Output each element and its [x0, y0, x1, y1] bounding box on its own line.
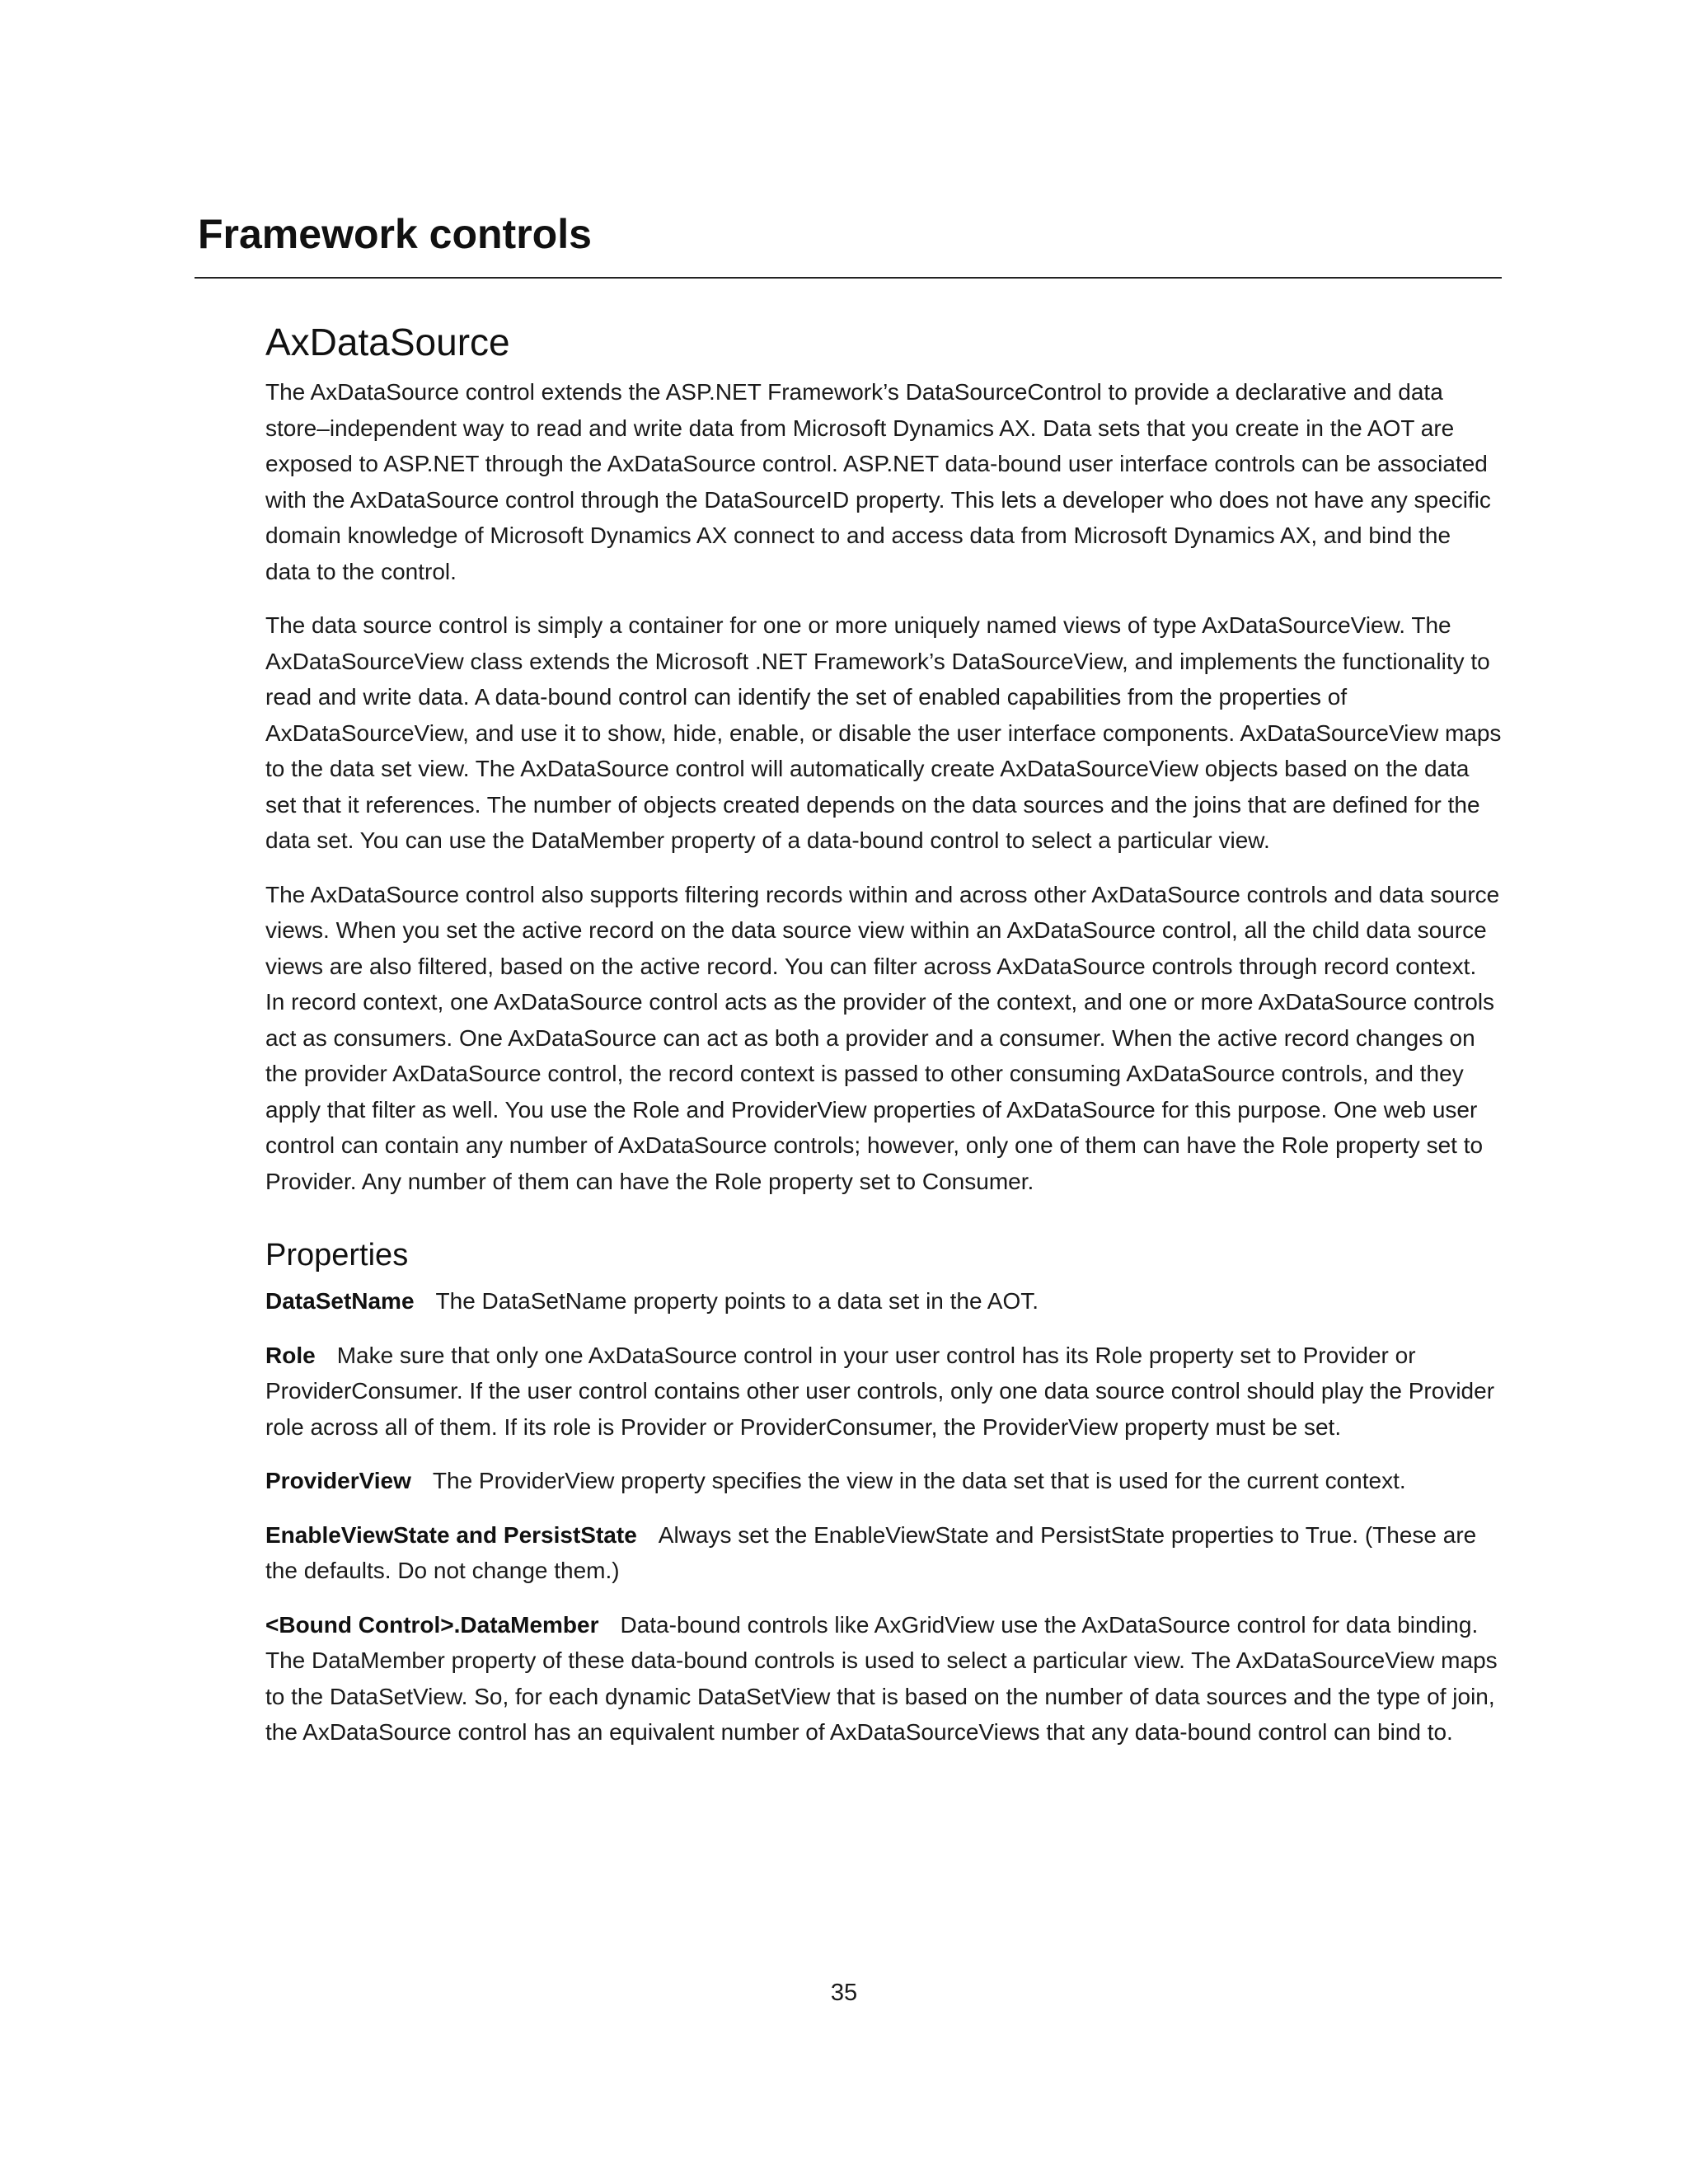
property-description: The DataSetName property points to a data set in the AOT. [435, 1288, 1039, 1314]
property-description: Make sure that only one AxDataSource control in your user control has its Role property set to Provider or ProviderConsumer. If the user control contains other user controls, only one data source control should play the Provider role across all of them. If its role is Provider or ProviderConsumer, the ProviderView property must be set. [265, 1342, 1495, 1440]
property-description: The ProviderView property specifies the view in the data set that is used for the current context. [432, 1468, 1406, 1493]
property-description: Data-bound controls like AxGridView use the AxDataSource control for data binding. The DataMember property of these data-bound controls is used to select a particular view. The AxDataSourceView maps to the DataSetView. So, for each dynamic DataSetView that is based on the number of data sources and the type of join, the AxDataSource control has an equivalent number of AxDataSourceViews that any data-bound control can bind to. [265, 1611, 1498, 1745]
section-heading-axdatasource: AxDataSource [265, 321, 510, 363]
chapter-divider [195, 277, 1502, 279]
page-content [265, 316, 1502, 1769]
property-description: Always set the EnableViewState and PersistState properties to True. (These are the defaults. Do not change them.) [265, 1521, 1477, 1583]
property-entry [265, 1283, 1502, 1319]
property-term: ProviderView [265, 1468, 411, 1493]
property-term: Role [265, 1342, 316, 1368]
property-entry [265, 1338, 1502, 1446]
property-term: EnableViewState and PersistState [265, 1521, 637, 1548]
page-number: 35 [830, 1980, 858, 2006]
property-entry [265, 1517, 1502, 1589]
property-entry [265, 1463, 1502, 1499]
paragraph: The data source control is simply a container for one or more uniquely named views of type AxDataSourceView. The AxDataSourceView class extends the Microsoft .NET Framework’s DataSourceView, and implements the functionality to read and write data. A data-bound control can identify the set of enabled capabilities from the properties of AxDataSourceView, and use it to show, hide, enable, or disable the user interface components. AxDataSourceView maps to the data set view. The AxDataSource control will automatically create AxDataSourceView objects based on the data set that it references. The number of objects created depends on the data sources and the joins that are defined for the data set. You can use the DataMember property of a data-bound control to select a particular view. [265, 612, 1502, 853]
property-term: <Bound Control>.DataMember [265, 1611, 599, 1638]
paragraph: The AxDataSource control also supports filtering records within and across other AxDataSource controls and data source views. When you set the active record on the data source view within an AxDataSource control, all the child data source views are also filtered, based on the active record. You can filter across AxDataSource controls through record context. In record context, one AxDataSource control acts as the provider of the context, and one or more AxDataSource controls act as consumers. One AxDataSource can act as both a provider and a consumer. When the active record changes on the provider AxDataSource control, the record context is passed to other consuming AxDataSource controls, and they apply that filter as well. You use the Role and ProviderView properties of AxDataSource for this purpose. One web user control can contain any number of AxDataSource controls; however, only one of them can have the Role property set to Provider. Any number of them can have the Role property set to Consumer. [265, 881, 1500, 1194]
chapter-title: Framework controls [198, 211, 592, 257]
property-term: DataSetName [265, 1288, 415, 1314]
property-entry [265, 1607, 1502, 1750]
paragraph: The AxDataSource control extends the ASP.NET Framework’s DataSourceControl to provide a declarative and data store–independent way to read and write data from Microsoft Dynamics AX. Data sets that you create in the AOT are exposed to ASP.NET through the AxDataSource control. ASP.NET data-bound user interface controls can be associated with the AxDataSource control through the DataSourceID property. This lets a developer who does not have any specific domain knowledge of Microsoft Dynamics AX connect to and access data from Microsoft Dynamics AX, and bind the data to the control. [265, 379, 1491, 584]
subheading-properties: Properties [265, 1238, 409, 1272]
